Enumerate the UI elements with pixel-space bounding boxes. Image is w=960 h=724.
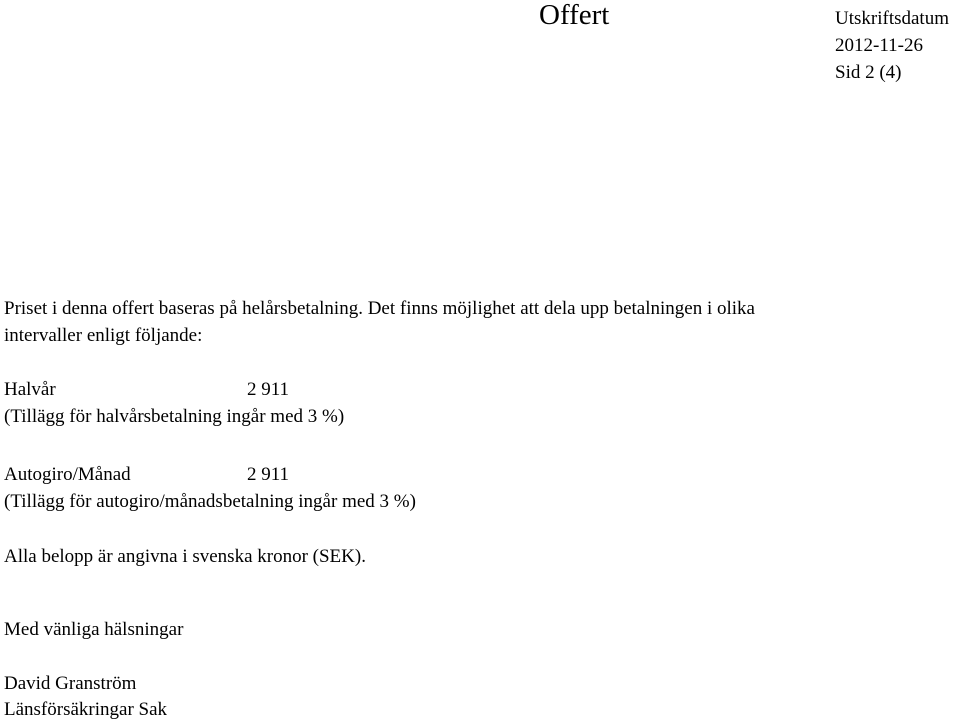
payment-option-amount: 2 911 — [247, 379, 290, 400]
document-title: Offert — [539, 0, 610, 31]
print-meta — [835, 5, 949, 86]
signer-name: David Granström — [4, 673, 137, 694]
payment-option-halfyear — [4, 376, 290, 403]
payment-option-amount: 2 911 — [247, 464, 290, 485]
payment-option-label: Autogiro/Månad — [4, 464, 131, 485]
payment-option-note: (Tillägg för autogiro/månadsbetalning ingår med 3 %) — [4, 491, 416, 512]
payment-option-autogiro — [4, 461, 290, 488]
print-date-label: Utskriftsdatum — [835, 8, 949, 29]
payment-option-label: Halvår — [4, 379, 56, 400]
intro-line-2: intervaller enligt följande: — [4, 325, 203, 346]
page-number: Sid 2 (4) — [835, 62, 902, 83]
intro-line-1: Priset i denna offert baseras på helårsbetalning. Det finns möjlighet att dela upp betalningen i olika — [4, 298, 755, 319]
closing-greeting: Med vänliga hälsningar — [4, 619, 184, 640]
currency-note: Alla belopp är angivna i svenska kronor (SEK). — [4, 546, 366, 567]
payment-option-note: (Tillägg för halvårsbetalning ingår med 3 %) — [4, 406, 345, 427]
print-date: 2012-11-26 — [835, 35, 923, 56]
signer-company: Länsförsäkringar Sak — [4, 699, 168, 720]
